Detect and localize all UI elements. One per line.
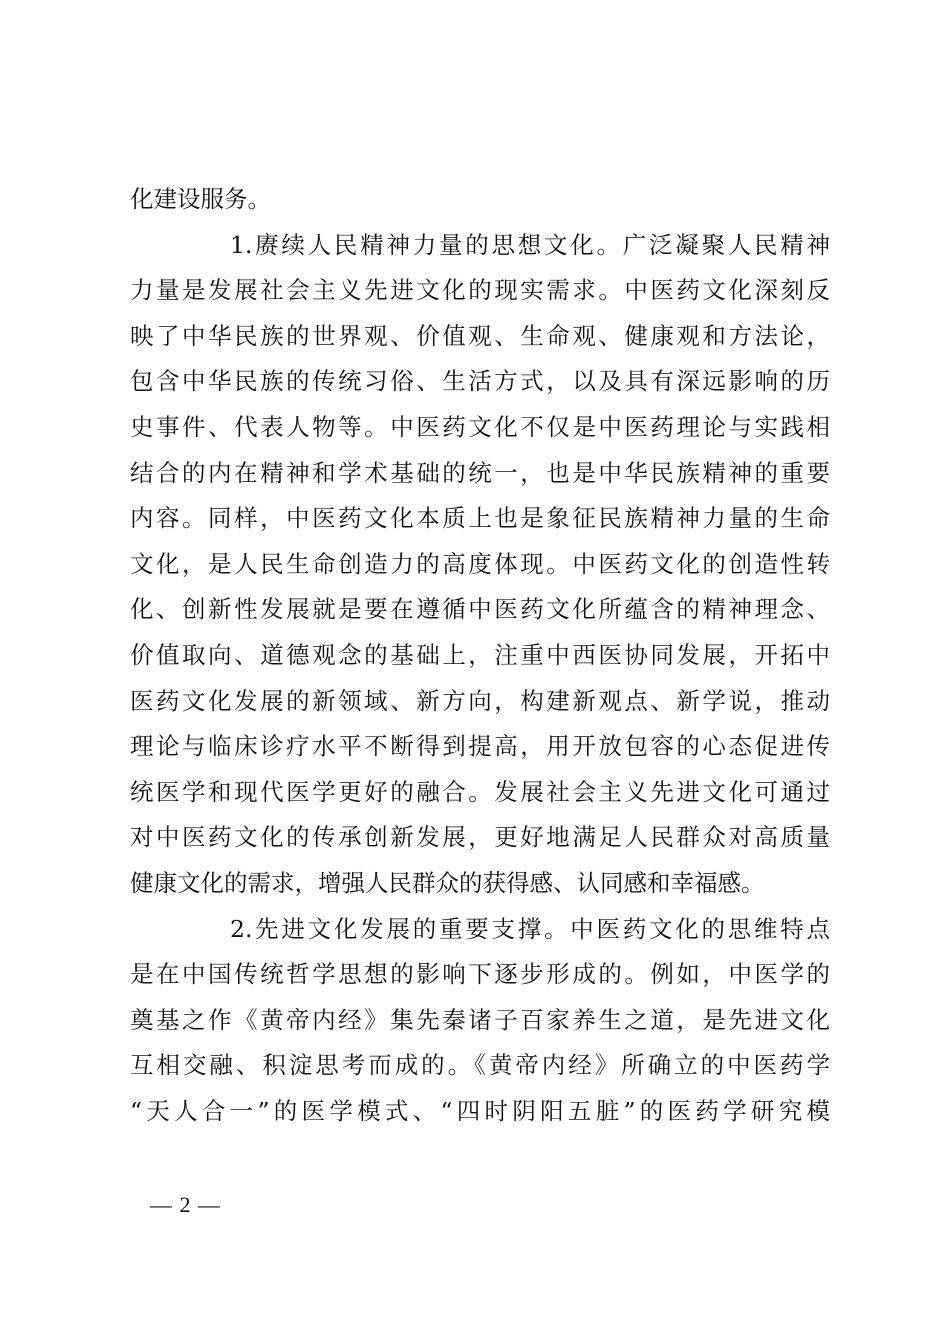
text-line: 包含中华民族的传统习俗、生活方式，以及具有深远影响的历 xyxy=(130,367,830,396)
text-line: 化建设服务。 xyxy=(130,185,271,213)
body-text xyxy=(130,177,830,1134)
text-line: 医药文化发展的新领域、新方向，构建新观点、新学说，推动 xyxy=(130,686,830,715)
text-line: 对中医药文化的传承创新发展，更好地满足人民群众对高质量 xyxy=(130,823,830,852)
text-line: 结合的内在精神和学术基础的统一，也是中华民族精神的重要 xyxy=(130,458,830,487)
text-line: 是在中国传统哲学思想的影响下逐步形成的。例如，中医学的 xyxy=(130,960,830,989)
text-line: 互相交融、积淀思考而成的。《黄帝内经》所确立的中医药学 xyxy=(130,1051,830,1080)
text-line: 理论与临床诊疗水平不断得到提高，用开放包容的心态促进传 xyxy=(130,732,830,761)
text-line: 奠基之作《黄帝内经》集先秦诸子百家养生之道，是先进文化 xyxy=(130,1005,830,1034)
page-number: — 2 — xyxy=(150,1192,221,1217)
text-line: 力量是发展社会主义先进文化的现实需求。中医药文化深刻反 xyxy=(130,276,830,305)
text-line: 健康文化的需求，增强人民群众的获得感、认同感和幸福感。 xyxy=(130,868,765,897)
section-heading-line: 1.赓续人民精神力量的思想文化。广泛凝聚人民精神 xyxy=(230,230,830,259)
text-line: 内容。同样，中医药文化本质上也是象征民族精神力量的生命 xyxy=(130,504,830,533)
text-line: 映了中华民族的世界观、价值观、生命观、健康观和方法论， xyxy=(130,321,830,350)
text-line: 文化，是人民生命创造力的高度体现。中医药文化的创造性转 xyxy=(130,549,830,578)
section-heading-line: 2.先进文化发展的重要支撑。中医药文化的思维特点 xyxy=(230,914,830,943)
text-line: “天人合一”的医学模式、“四时阴阳五脏”的医药学研究模 xyxy=(130,1096,830,1125)
text-line: 统医学和现代医学更好的融合。发展社会主义先进文化可通过 xyxy=(130,777,830,806)
text-line: 史事件、代表人物等。中医药文化不仅是中医药理论与实践相 xyxy=(130,412,830,441)
text-line: 价值取向、道德观念的基础上，注重中西医协同发展，开拓中 xyxy=(130,640,830,669)
text-line: 化、创新性发展就是要在遵循中医药文化所蕴含的精神理念、 xyxy=(130,595,830,624)
